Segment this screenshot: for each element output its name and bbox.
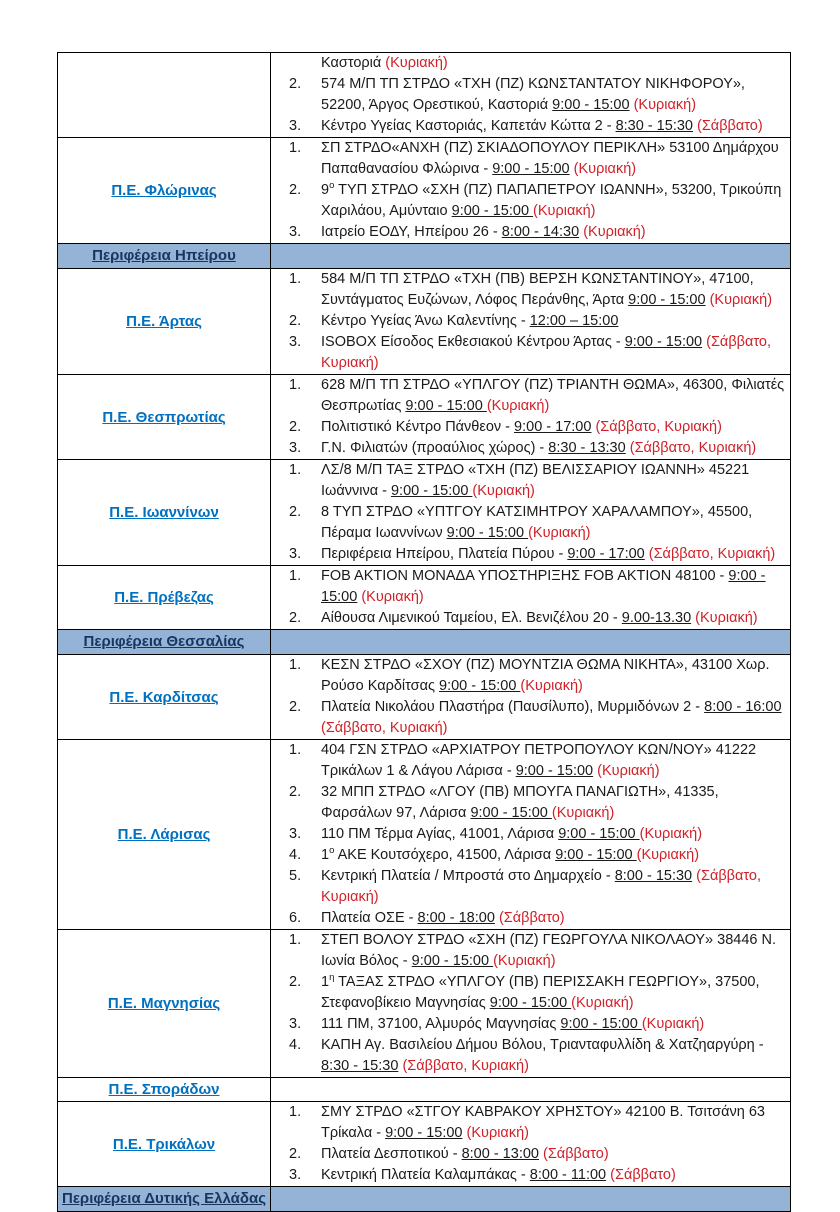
location-item: [271, 845, 790, 866]
item-number: 1.: [289, 140, 302, 156]
day-note: (Κυριακή): [385, 55, 448, 71]
day-note: (Κυριακή): [472, 483, 535, 499]
item-number: 1.: [289, 1104, 302, 1120]
unit-row: [58, 566, 791, 630]
location-item: [271, 460, 790, 502]
item-text: [321, 1035, 790, 1077]
item-text: [321, 417, 790, 438]
time-range: 9:00 - 15:00: [624, 334, 703, 350]
item-number: 1.: [289, 462, 302, 478]
day-note: (Κυριακή): [709, 292, 773, 308]
unit-row: [58, 460, 791, 566]
unit-row: [58, 655, 791, 740]
unit-label-cell: [58, 566, 271, 630]
region-header-cell: [58, 1187, 271, 1212]
item-text: [321, 608, 790, 629]
time-range: 9.00-13.30: [621, 610, 692, 626]
day-note: (Κυριακή): [583, 224, 646, 240]
item-number: 2.: [289, 610, 302, 626]
unit-row: [58, 138, 791, 244]
item-number: 2.: [289, 182, 302, 198]
item-number: 4.: [289, 847, 302, 863]
regions-table-body: [58, 53, 791, 1212]
day-note: (Κυριακή): [636, 847, 700, 863]
location-text: Περιφέρεια Ηπείρου, Πλατεία Πύρου -: [321, 546, 568, 562]
unit-label-cell: [58, 460, 271, 566]
item-number: 2.: [289, 504, 302, 520]
day-note: (Σάββατο): [543, 1146, 609, 1162]
locations-cell: [271, 1102, 791, 1187]
location-text: Κεντρική Πλατεία Καλαμπάκας -: [321, 1167, 530, 1183]
unit-label: Π.Ε. Φλώρινας: [111, 182, 217, 199]
unit-row: [58, 930, 791, 1078]
item-text: [321, 1014, 790, 1035]
unit-row: [58, 53, 791, 138]
item-text: [321, 697, 790, 739]
item-text: [321, 1165, 790, 1186]
time-range: 9:00 - 15:00: [560, 1016, 642, 1032]
region-header-empty-cell: [271, 1187, 791, 1212]
location-item: [271, 116, 790, 137]
region-header-cell: [58, 630, 271, 655]
location-item: [271, 1165, 790, 1186]
time-range: 8:30 - 15:30: [615, 118, 693, 134]
location-text: Πλατεία Νικολάου Πλαστήρα (Παυσίλυπο), Μυρμιδόνων 2 -: [321, 699, 705, 715]
locations-cell: [271, 1078, 791, 1102]
item-text: [321, 460, 790, 502]
location-item: [271, 697, 790, 739]
time-range: 9:00 - 15:00: [492, 161, 570, 177]
item-text: [321, 566, 790, 608]
unit-label-cell: [58, 1102, 271, 1187]
item-number: 1.: [289, 657, 302, 673]
location-item: [271, 1014, 790, 1035]
unit-label: Π.Ε. Άρτας: [126, 313, 202, 330]
location-item: [271, 417, 790, 438]
day-note: (Κυριακή): [551, 805, 615, 821]
location-text: Αίθουσα Λιμενικού Ταμείου, Ελ. Βενιζέλου 20 -: [321, 610, 622, 626]
location-text: Κέντρο Υγείας Καστοριάς, Καπετάν Κώττα 2 -: [321, 118, 616, 134]
location-text: 9: [321, 182, 330, 198]
item-number: 3.: [289, 1167, 302, 1183]
item-text: [321, 222, 790, 243]
location-item: [271, 375, 790, 417]
location-text: ΣΤΕΠ ΒΟΛΟΥ ΣΤΡΔΟ «ΣΧΗ (ΠΖ) ΓΕΩΡΓΟΥΛΑ ΝΙΚΟΛΑΟΥ» 38446 Ν. Ιωνία Βόλος -: [321, 932, 776, 969]
item-text: [321, 544, 790, 565]
item-number: 3.: [289, 1016, 302, 1032]
day-note: (Κυριακή): [533, 203, 596, 219]
item-number: 2.: [289, 1146, 302, 1162]
location-item: [271, 1102, 790, 1144]
time-range: 8:00 - 18:00: [417, 910, 495, 926]
item-number: 3.: [289, 118, 302, 134]
location-item: [271, 824, 790, 845]
day-note: (Σάββατο, Κυριακή): [648, 546, 776, 562]
location-text: ISOBOX Είσοδος Εκθεσιακού Κέντρου Άρτας -: [321, 334, 625, 350]
location-text: 110 ΠΜ Τέρμα Αγίας, 41001, Λάρισα: [321, 826, 559, 842]
time-range: 9:00 - 15:00: [470, 805, 552, 821]
item-number: 2.: [289, 313, 302, 329]
time-range: 9:00 - 15:00: [552, 97, 630, 113]
day-note: (Σάββατο, Κυριακή): [321, 868, 762, 905]
day-note: (Κυριακή): [361, 589, 424, 605]
location-text: ΤΑΞΑΣ ΣΤΡΔΟ «ΥΠΛΓΟΥ (ΠΒ) ΠΕΡΙΣΣΑΚΗ ΓΕΩΡΓΙΟΥ», 37500, Στεφανοβίκειο Μαγνησίας: [321, 974, 760, 1011]
location-item: [271, 53, 790, 74]
time-range: 9:00 - 15:00: [405, 398, 487, 414]
item-number: 4.: [289, 1037, 302, 1053]
day-note: (Κυριακή): [633, 97, 697, 113]
location-text: Καστοριά: [321, 55, 386, 71]
location-item: [271, 438, 790, 459]
item-number: 3.: [289, 546, 302, 562]
day-note: (Κυριακή): [695, 610, 758, 626]
ordinal-superscript: η: [329, 972, 335, 984]
time-range: 8:30 - 15:30: [321, 1058, 399, 1074]
region-header-cell: [58, 244, 271, 269]
location-item: [271, 972, 790, 1014]
location-item: [271, 866, 790, 908]
item-number: 6.: [289, 910, 302, 926]
unit-label: Π.Ε. Τρικάλων: [112, 1135, 216, 1153]
time-range: 12:00 – 15:00: [529, 313, 619, 329]
day-note: (Κυριακή): [571, 995, 634, 1011]
item-number: 3.: [289, 440, 302, 456]
time-range: 9:00 - 15:00: [385, 1125, 463, 1141]
day-note: (Σάββατο): [498, 910, 565, 926]
location-item: [271, 138, 790, 180]
day-note: (Κυριακή): [486, 398, 550, 414]
location-text: 111 ΠΜ, 37100, Αλμυρός Μαγνησίας: [321, 1016, 561, 1032]
item-number: 2.: [289, 784, 302, 800]
unit-label: Π.Ε. Ιωαννίνων: [109, 504, 219, 521]
location-text: 8 ΤΥΠ ΣΤΡΔΟ «ΥΠΤΓΟΥ ΚΑΤΣΙΜΗΤΡΟΥ ΧΑΡΑΛΑΜΠΟΥ», 45500, Πέραμα Ιωαννίνων: [321, 504, 753, 541]
locations-cell: [271, 566, 791, 630]
locations-cell: [271, 269, 791, 375]
time-range: 9:00 - 17:00: [514, 419, 592, 435]
day-note: (Κυριακή): [466, 1125, 529, 1141]
location-text: 574 Μ/Π ΤΠ ΣΤΡΔΟ «ΤΧΗ (ΠΖ) ΚΩΝΣΤΑΝΤΑΤΟΥ ΝΙΚΗΦΟΡΟΥ», 52200, Άργος Ορεστικού, Καστοριά: [321, 76, 745, 113]
location-text: 1: [321, 974, 330, 990]
unit-label: Π.Ε. Καρδίτσας: [109, 688, 219, 706]
location-text: Γ.Ν. Φιλιατών (προαύλιος χώρος) -: [321, 440, 549, 456]
location-item: [271, 608, 790, 629]
unit-label-cell: [58, 269, 271, 375]
location-text: ΤΥΠ ΣΤΡΔΟ «ΣΧΗ (ΠΖ) ΠΑΠΑΠΕΤΡΟΥ ΙΩΑΝΝΗ», 53200, Τρικούπη Χαριλάου, Αμύνταιο: [321, 182, 782, 219]
unit-label: Π.Ε. Σποράδων: [108, 1081, 220, 1098]
location-text: Πλατεία ΟΣΕ -: [321, 910, 418, 926]
time-range: 9:00 - 17:00: [567, 546, 645, 562]
item-number: 2.: [289, 419, 302, 435]
unit-row: [58, 1078, 791, 1102]
unit-label-cell: [58, 740, 271, 930]
day-note: (Κυριακή): [528, 525, 591, 541]
region-header-label: Περιφέρεια Ηπείρου: [92, 247, 236, 264]
day-note: (Σάββατο, Κυριακή): [321, 334, 771, 371]
time-range: 8:30 - 13:30: [548, 440, 626, 456]
locations-cell: [271, 930, 791, 1078]
item-number: 3.: [289, 334, 302, 350]
time-range: 8:00 - 16:00: [704, 699, 782, 715]
item-text: [321, 180, 790, 222]
location-item: [271, 566, 790, 608]
locations-cell: [271, 460, 791, 566]
day-note: (Κυριακή): [573, 161, 637, 177]
item-text: [321, 655, 790, 697]
region-header-empty-cell: [271, 630, 791, 655]
day-note: (Σάββατο, Κυριακή): [595, 419, 722, 435]
location-item: [271, 180, 790, 222]
time-range: 9:00 - 15:00: [515, 763, 594, 779]
location-text: ΛΣ/8 Μ/Π ΤΑΞ ΣΤΡΔΟ «ΤΧΗ (ΠΖ) ΒΕΛΙΣΣΑΡΙΟΥ ΙΩΑΝΝΗ» 45221 Ιωάννινα -: [321, 462, 750, 499]
locations-cell: [271, 740, 791, 930]
location-text: Ιατρείο ΕΟΔΥ, Ηπείρου 26 -: [321, 224, 502, 240]
item-text: [321, 332, 790, 374]
item-number: 1.: [289, 271, 302, 287]
region-header-label: Περιφέρεια Δυτικής Ελλάδας: [61, 1190, 266, 1207]
day-note: (Κυριακή): [520, 678, 583, 694]
region-header-label: Περιφέρεια Θεσσαλίας: [83, 633, 245, 650]
unit-row: [58, 375, 791, 460]
unit-label-cell: [58, 655, 271, 740]
vaccination-points-table: [57, 52, 791, 1212]
item-text: [321, 1102, 790, 1144]
region-header-row: [58, 630, 791, 655]
unit-label: Π.Ε. Λάρισας: [117, 826, 211, 843]
item-text: [321, 502, 790, 544]
location-item: [271, 1144, 790, 1165]
item-number: 1.: [289, 377, 302, 393]
time-range: 9:00 - 15:00: [390, 483, 473, 499]
item-text: [321, 866, 790, 908]
locations-cell: [271, 138, 791, 244]
time-range: 9:00 - 15:00: [439, 678, 521, 694]
item-number: 1.: [289, 932, 302, 948]
item-text: [321, 782, 790, 824]
unit-label-cell: [58, 138, 271, 244]
region-header-row: [58, 244, 791, 269]
time-range: 8:00 - 11:00: [529, 1167, 607, 1183]
item-text: [321, 1144, 790, 1165]
location-item: [271, 655, 790, 697]
locations-cell: [271, 655, 791, 740]
item-text: [321, 740, 790, 782]
location-text: FOB AKTION ΜΟΝΑΔΑ ΥΠΟΣΤΗΡΙΞΗΣ FOB AKTION 48100 -: [321, 568, 729, 584]
item-text: [321, 375, 790, 417]
item-text: [321, 438, 790, 459]
location-item: [271, 782, 790, 824]
item-text: [321, 116, 790, 137]
unit-label: Π.Ε. Θεσπρωτίας: [102, 408, 226, 426]
item-text: [321, 74, 790, 116]
time-range: 8:00 - 13:00: [461, 1146, 539, 1162]
item-number: 2.: [289, 699, 302, 715]
unit-label-cell: [58, 375, 271, 460]
item-number: 1.: [289, 568, 302, 584]
time-range: 9:00 - 15:00: [558, 826, 640, 842]
item-number: 2.: [289, 974, 302, 990]
unit-row: [58, 1102, 791, 1187]
day-note: (Κυριακή): [493, 953, 556, 969]
item-text: [321, 138, 790, 180]
item-number: 5.: [289, 868, 302, 884]
unit-row: [58, 740, 791, 930]
region-header-row: [58, 1187, 791, 1212]
day-note: (Σάββατο, Κυριακή): [402, 1058, 529, 1074]
location-item: [271, 269, 790, 311]
time-range: 9:00 - 15:00: [446, 525, 529, 541]
item-text: [321, 972, 790, 1014]
item-text: [321, 53, 790, 74]
location-text: Πλατεία Δεσποτικού -: [321, 1146, 462, 1162]
ordinal-superscript: ο: [329, 845, 335, 857]
locations-cell: [271, 375, 791, 460]
item-number: 2.: [289, 76, 302, 92]
location-item: [271, 930, 790, 972]
location-text: Κεντρική Πλατεία / Μπροστά στο Δημαρχείο -: [321, 868, 615, 884]
location-text: 628 Μ/Π ΤΠ ΣΤΡΔΟ «ΥΠΛΓΟΥ (ΠΖ) ΤΡΙΑΝΤΗ ΘΩΜΑ», 46300, Φιλιατές Θεσπρωτίας: [321, 377, 785, 414]
day-note: (Σάββατο, Κυριακή): [321, 720, 448, 736]
time-range: 8:00 - 15:30: [614, 868, 693, 884]
location-item: [271, 740, 790, 782]
location-text: ΚΑΠΗ Αγ. Βασιλείου Δήμου Βόλου, Τριανταφυλλίδη & Χατζηαργύρη -: [321, 1037, 764, 1053]
location-text: 1: [321, 847, 330, 863]
day-note: (Σάββατο): [697, 118, 763, 134]
unit-label-cell: [58, 1078, 271, 1102]
location-item: [271, 332, 790, 374]
day-note: (Σάββατο, Κυριακή): [629, 440, 757, 456]
time-range: 9:00 - 15:00: [451, 203, 534, 219]
location-item: [271, 908, 790, 929]
item-text: [321, 908, 790, 929]
time-range: 9:00 - 15:00: [411, 953, 494, 969]
item-number: 1.: [289, 742, 302, 758]
location-text: 584 Μ/Π ΤΠ ΣΤΡΔΟ «ΤΧΗ (ΠΒ) ΒΕΡΣΗ ΚΩΝΣΤΑΝΤΙΝΟΥ», 47100, Συντάγματος Ευζώνων, Λόφος Περάνθης, Άρτα: [321, 271, 754, 308]
unit-label: Π.Ε. Μαγνησίας: [107, 995, 221, 1012]
location-item: [271, 222, 790, 243]
location-item: [271, 502, 790, 544]
time-range: 9:00 - 15:00: [555, 847, 637, 863]
location-text: ΑΚΕ Κουτσόχερο, 41500, Λάρισα: [334, 847, 556, 863]
region-header-empty-cell: [271, 244, 791, 269]
time-range: 8:00 - 14:30: [501, 224, 580, 240]
location-text: Πολιτιστικό Κέντρο Πάνθεον -: [321, 419, 515, 435]
location-text: ΣΠ ΣΤΡΔΟ«ΑΝΧΗ (ΠΖ) ΣΚΙΑΔΟΠΟΥΛΟΥ ΠΕΡΙΚΛΗ» 53100 Δημάρχου Παπαθανασίου Φλώρινα -: [321, 140, 779, 177]
day-note: (Κυριακή): [639, 826, 703, 842]
unit-label-cell: [58, 53, 271, 138]
item-text: [321, 930, 790, 972]
item-text: [321, 845, 790, 866]
ordinal-superscript: ο: [329, 180, 335, 192]
location-item: [271, 544, 790, 565]
item-number: 3.: [289, 826, 302, 842]
time-range: 9:00 - 15:00: [489, 995, 572, 1011]
location-item: [271, 1035, 790, 1077]
unit-label: Π.Ε. Πρέβεζας: [114, 589, 214, 606]
day-note: (Σάββατο): [610, 1167, 676, 1183]
location-item: [271, 74, 790, 116]
location-text: 404 ΓΣΝ ΣΤΡΔΟ «ΑΡΧΙΑΤΡΟΥ ΠΕΤΡΟΠΟΥΛΟΥ ΚΩΝ/ΝΟΥ» 41222 Τρικάλων 1 & Λάγου Λάρισα -: [321, 742, 757, 779]
location-text: ΚΕΣΝ ΣΤΡΔΟ «ΣΧΟΥ (ΠΖ) ΜΟΥΝΤΖΙΑ ΘΩΜΑ ΝΙΚΗΤΑ», 43100 Χωρ. Ρούσο Καρδίτσας: [321, 657, 770, 694]
location-text: ΣΜΥ ΣΤΡΔΟ «ΣΤΓΟΥ ΚΑΒΡΑΚΟΥ ΧΡΗΣΤΟΥ» 42100 Β. Τσιτσάνη 63 Τρίκαλα -: [321, 1104, 765, 1141]
time-range: 9:00 - 15:00: [321, 568, 766, 605]
item-number: 3.: [289, 224, 302, 240]
unit-label-cell: [58, 930, 271, 1078]
item-text: [321, 311, 790, 332]
time-range: 9:00 - 15:00: [628, 292, 706, 308]
item-text: [321, 824, 790, 845]
day-note: (Κυριακή): [641, 1016, 705, 1032]
location-text: 32 ΜΠΠ ΣΤΡΔΟ «ΛΓΟΥ (ΠΒ) ΜΠΟΥΓΑ ΠΑΝΑΓΙΩΤΗ», 41335, Φαρσάλων 97, Λάρισα: [321, 784, 719, 821]
location-text: Κέντρο Υγείας Άνω Καλεντίνης -: [321, 313, 530, 329]
location-item: [271, 311, 790, 332]
day-note: (Κυριακή): [597, 763, 660, 779]
unit-row: [58, 269, 791, 375]
locations-cell: [271, 53, 791, 138]
item-text: [321, 269, 790, 311]
